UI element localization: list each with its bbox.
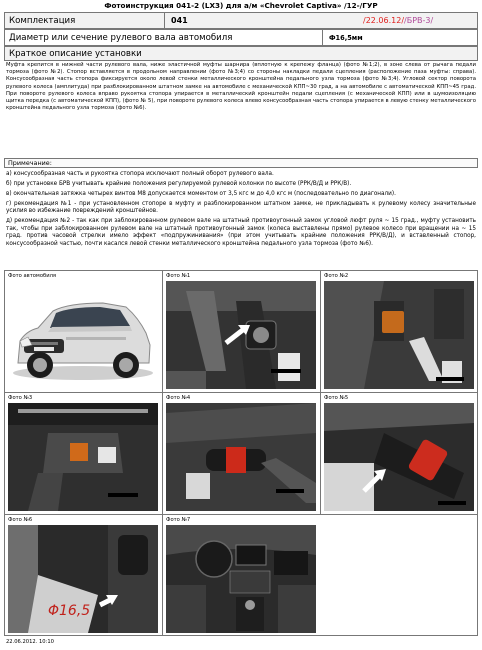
divider xyxy=(164,13,165,28)
header-row-kit xyxy=(4,12,478,29)
photo-3 xyxy=(8,403,158,511)
notes-list xyxy=(6,171,476,251)
photo-7 xyxy=(166,525,316,633)
photo-cell-6 xyxy=(5,515,162,636)
note-item: в) окончательная затяжка четырех винтов М8 допускается моментом от 3,5 кгс м до 4,0 кгс м (последовательно по диагонали). xyxy=(6,191,396,197)
photo-grid xyxy=(4,270,478,636)
photo-cell-7 xyxy=(163,515,320,636)
photo-2 xyxy=(324,281,474,389)
photo-caption: Фото автомобиля xyxy=(8,273,57,279)
footer-timestamp: 22.06.2012. 10:10 xyxy=(6,639,54,645)
header-row-install xyxy=(4,46,478,61)
photo-6 xyxy=(8,525,158,633)
photo-caption: Фото №6 xyxy=(8,517,33,523)
photo-cell-2 xyxy=(321,271,478,392)
date-code: /22.06.12/ xyxy=(363,16,405,25)
photo-caption: Фото №5 xyxy=(324,395,349,401)
photo-caption: Фото №1 xyxy=(166,273,191,279)
kit-label: Комплектация xyxy=(9,15,76,26)
photo-cell-3 xyxy=(5,393,162,514)
photo-cell-4 xyxy=(163,393,320,514)
photo-cell-1 xyxy=(163,271,320,392)
photo-caption: Фото №2 xyxy=(324,273,349,279)
photo-1 xyxy=(166,281,316,389)
svg-text:Φ16,5: Φ16,5 xyxy=(48,603,91,619)
photo-5 xyxy=(324,403,474,511)
notes-header: Примечание: xyxy=(4,158,478,168)
divider xyxy=(322,30,323,45)
install-label: Краткое описание установки xyxy=(9,48,142,59)
photo-cell-car xyxy=(5,271,162,392)
photo-cell-5 xyxy=(321,393,478,514)
note-item: а) консусообразная часть и рукоятка стопора исключают полный оборот рулевого вала. xyxy=(6,171,274,177)
note-item: б) при установке БРВ учитывать крайние положения регулируемой рулевой колонки по высоте (РРК/В/Д и РРК/В). xyxy=(6,181,352,187)
shaft-label: Диаметр или сечение рулевого вала автомобиля xyxy=(9,32,233,43)
code-stamp xyxy=(363,13,433,28)
photo-4 xyxy=(166,403,316,511)
car-photo xyxy=(8,281,158,389)
photo-caption: Фото №3 xyxy=(8,395,33,401)
kit-value: 041 xyxy=(171,16,188,25)
header-row-shaft xyxy=(4,29,478,46)
brv-code: /БРВ-3/ xyxy=(404,16,434,25)
note-item: д) рекомендация №2 - так как при заблокированном рулевом вале на штатный противоугонный замок угловой люфт руля ~ 15 град., муфту установить так, чтобы при заблокированном рулевом вале на штатный противоугонный замок (колеса выставлены прямо) рулевое колесо при вращении на ~ 15 град. против часовой стрелки имело эффект «подпружинивания» (при этом учитывать крайние положения РРК/В/Д), и вставленный стопор, консусообразной частью, почти касался левой стенки металлического кронштейна педального узла тормоза (фото №6). xyxy=(6,218,476,247)
photo-caption: Фото №4 xyxy=(166,395,191,401)
photo-caption: Фото №7 xyxy=(166,517,191,523)
shaft-value: Ф16,5мм xyxy=(329,33,363,42)
note-item: г) рекомендация №1 - при установленном стопоре в муфту и разблокированном штатном замке, не прикладывать к рулевому колесу значительные усилия во избежание повреждений кронштейнов. xyxy=(6,201,476,215)
page-title: Фотоинструкция 041-2 (LX3) для а/м «Chevrolet Captiva» /12-/ГУР xyxy=(104,1,378,10)
install-description: Муфта крепится в нижней части рулевого вала, ниже эластичной муфты шарнира (вплотную к крепежу фланца) (фото №1;2), в зоне слева от рычага педали тормоза (фото №2). Стопор вставляется в продольном направлении (фото №3;4) со стороны накладки педали сцепления (расположение паза муфты: справа). Консусообразная часть стопора фиксируется около левой стенки металлического кронштейна педального узла тормоза (фото №3;4). Угловой сектор поворота рулевого колеса (амплитуда) при разблокированном штатном замке на автомобиле с механической КПП~30 град, а на автомобиле с автоматической КПП~45 град. При повороте рулевого колеса вправо рукоятка стопора упирается в металлический кронштейн педали сцепления (с механической КПП) или в шумоизоляцию щитка передка (с автоматической КПП), (фото № 5), при повороте рулевого колеса влево консусообразная часть стопора упирается в левую стенку металлического кронштейна педального узла тормоза (фото №6). xyxy=(6,62,476,112)
